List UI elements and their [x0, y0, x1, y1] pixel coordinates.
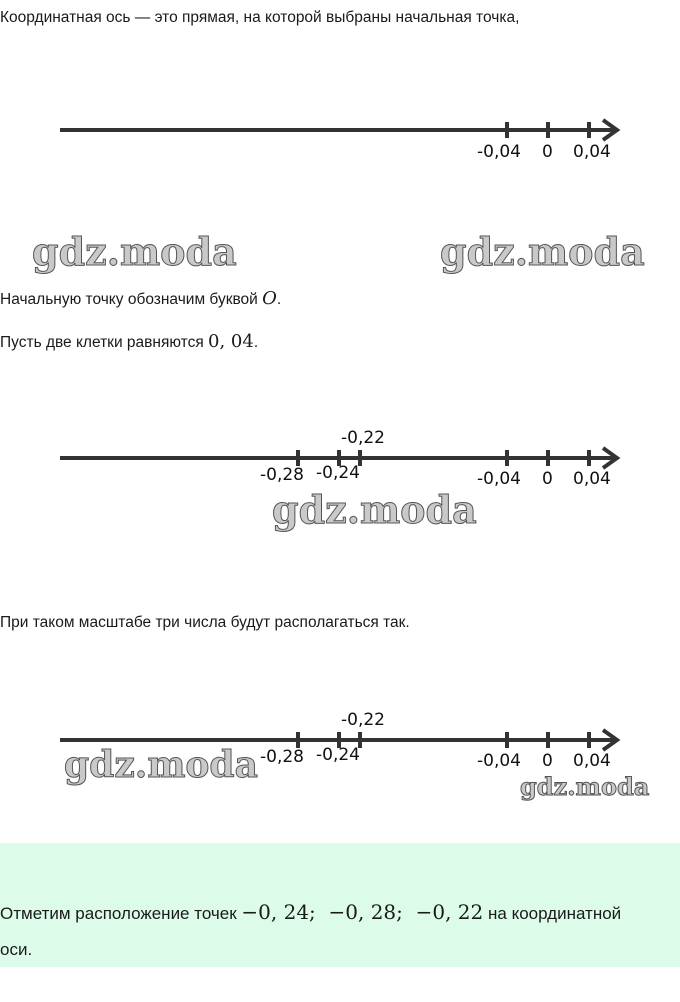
origin-paragraph — [0, 288, 281, 309]
answer-tail: на координатной — [488, 904, 622, 923]
tick-label: -0,28 — [260, 465, 304, 485]
watermark: gdz.moda — [64, 744, 258, 786]
scale-paragraph — [0, 331, 258, 352]
answer-line-2: оси. — [0, 940, 33, 959]
answer-lead: Отметим расположение точек — [0, 904, 237, 923]
tick-label: -0,22 — [341, 428, 385, 448]
number-line-figure-3 — [0, 702, 680, 807]
tick-label: 0,04 — [573, 469, 611, 489]
tick-label: -0,04 — [477, 142, 521, 162]
tick-label: 0 — [542, 142, 553, 162]
scale-value: 0, 04 — [208, 331, 254, 352]
tick-label: -0,04 — [477, 751, 521, 771]
number-line-figure-1 — [0, 110, 680, 280]
origin-text: Начальную точку обозначим буквой — [0, 291, 258, 308]
tick-label: -0,24 — [316, 463, 360, 483]
scale-end: . — [253, 334, 259, 351]
tick-label: -0,28 — [260, 747, 304, 767]
watermark: gdz.moda — [272, 487, 477, 532]
origin-end: . — [276, 291, 282, 308]
answer-line-1 — [0, 900, 621, 924]
tick-label: -0,04 — [477, 469, 521, 489]
watermark: gdz.moda — [520, 772, 650, 801]
tick-label: 0 — [542, 469, 553, 489]
arrange-paragraph: При таком масштабе три числа будут располагаться так. — [0, 614, 410, 631]
scale-text: Пусть две клетки равняются — [0, 334, 204, 351]
watermark: gdz.moda — [32, 229, 237, 274]
tick-label: 0,04 — [573, 142, 611, 162]
intro-text: Координатная ось — это прямая, на которой выбраны начальная точка, — [0, 9, 520, 26]
watermark: gdz.moda — [440, 229, 645, 274]
tick-label: 0,04 — [573, 751, 611, 771]
tick-label: -0,24 — [316, 745, 360, 765]
tick-label: -0,22 — [341, 710, 385, 730]
answer-points: −0, 24; −0, 28; −0, 22 — [241, 900, 484, 924]
number-line-figure-2 — [0, 420, 680, 540]
tick-label: 0 — [542, 751, 553, 771]
origin-letter: O — [262, 288, 277, 309]
